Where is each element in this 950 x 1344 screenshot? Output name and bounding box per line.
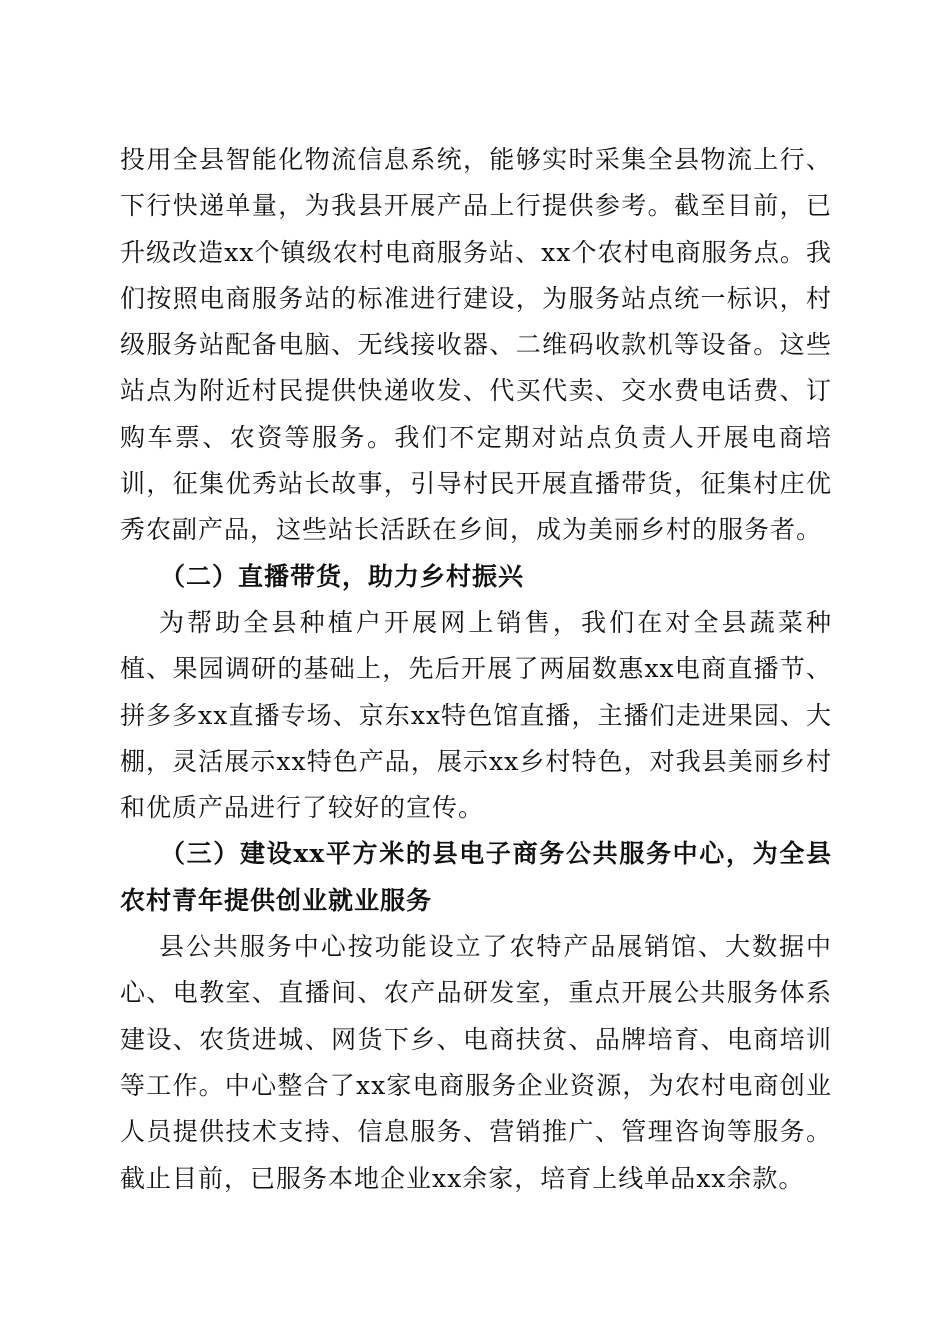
paragraph-livestream-sales: 为帮助全县种植户开展网上销售，我们在对全县蔬菜种植、果园调研的基础上，先后开展了两届数惠xx电商直播节、拼多多xx直播专场、京东xx特色馆直播，主播们走进果园、大棚，灵活展示xx特色产品，展示xx乡村特色，对我县美丽乡村和优质产品进行了较好的宣传。 xyxy=(120,607,832,823)
paragraph-logistics-service-stations: 投用全县智能化物流信息系统，能够实时采集全县物流上行、下行快递单量，为我县开展产品上行提供参考。截至目前，已升级改造xx个镇级农村电商服务站、xx个农村电商服务点。我们按照电商服务站的标准进行建设，为服务站点统一标识，村级服务站配备电脑、无线接收器、二维码收款机等设备。这些站点为附近村民提供快递收发、代买代卖、交水费电话费、订购车票、农资等服务。我们不定期对站点负责人开展电商培训，征集优秀站长故事，引导村民开展直播带货，征集村庄优秀农副产品，这些站长活跃在乡间，成为美丽乡村的服务者。 xyxy=(120,145,832,545)
paragraph-ecommerce-service-center: 县公共服务中心按功能设立了农特产品展销馆、大数据中心、电教室、直播间、农产品研发室，重点开展公共服务体系建设、农货进城、网货下乡、电商扶贫、品牌培育、电商培训等工作。中心整合了xx家电商服务企业资源，为农村电商创业人员提供技术支持、信息服务、营销推广、管理咨询等服务。截止目前，已服务本地企业xx余家，培育上线单品xx余款。 xyxy=(120,932,832,1193)
document-body xyxy=(120,137,832,1202)
section-heading-livestream-sales: （二）直播带货，助力乡村振兴 xyxy=(160,561,525,591)
section-heading-ecommerce-service-center: （三）建设xx平方米的县电子商务公共服务中心，为全县农村青年提供创业就业服务 xyxy=(120,839,832,915)
